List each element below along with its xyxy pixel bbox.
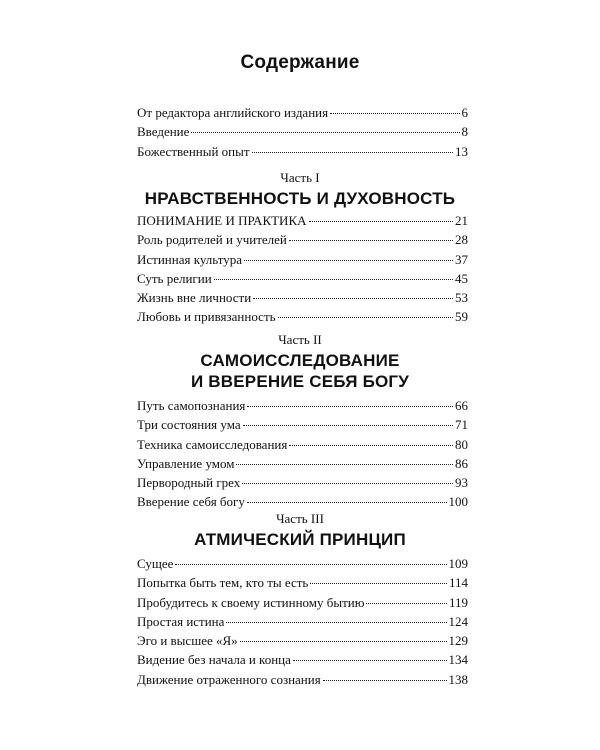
toc-entry[interactable]: [137, 555, 468, 573]
toc-entry[interactable]: [137, 436, 468, 454]
toc-entry-label: Управление умом: [137, 455, 235, 471]
leader-dots: [289, 240, 453, 241]
toc-entry-label: От редактора английского издания: [137, 105, 329, 120]
part-1-entries: [137, 212, 468, 328]
toc-entry-page: 66: [455, 398, 468, 413]
toc-entry-label: Введение: [137, 124, 190, 140]
toc-entry-label: Попытка быть тем, кто ты есть: [137, 575, 309, 591]
leader-dots: [243, 425, 453, 426]
toc-entry-page: 124: [448, 613, 468, 629]
toc-entry-page: 8: [461, 124, 468, 140]
toc-entry-page: 138: [448, 671, 468, 687]
leader-dots: [323, 680, 447, 681]
toc-entry-page: 134: [448, 652, 468, 668]
toc-entry-page: 13: [455, 143, 468, 159]
toc-entry-label: Любовь и привязанность: [137, 309, 276, 325]
toc-entry[interactable]: [137, 574, 468, 592]
toc-entry-page: 6: [461, 105, 468, 120]
part-2-title: [0, 350, 600, 392]
toc-entry-page: 109: [448, 556, 468, 571]
part-2-title-line: И ВВЕРЕНИЕ СЕБЯ БОГУ: [190, 372, 410, 391]
toc-entry[interactable]: [137, 308, 468, 326]
leader-dots: [252, 152, 453, 153]
part-3-title-line: АТМИЧЕСКИЙ ПРИНЦИП: [194, 530, 406, 549]
leader-dots: [236, 464, 453, 465]
part-1-label: Часть I: [280, 170, 320, 185]
toc-entry-page: 45: [455, 270, 468, 286]
toc-entry-page: 86: [455, 455, 468, 471]
leader-dots: [247, 502, 447, 503]
toc-entry[interactable]: [137, 212, 468, 230]
toc-entry-label: Эго и высшее «Я»: [137, 633, 238, 649]
part-1-title-line: НРАВСТВЕННОСТЬ И ДУХОВНОСТЬ: [144, 189, 456, 208]
toc-entry-label: Сущее: [137, 556, 174, 571]
page-title: Содержание: [240, 52, 360, 73]
toc-entry[interactable]: [137, 251, 468, 269]
leader-dots: [309, 221, 453, 222]
leader-dots: [293, 660, 447, 661]
toc-entry[interactable]: [137, 104, 468, 122]
leader-dots: [175, 564, 446, 565]
toc-entry[interactable]: [137, 671, 468, 689]
toc-entry-label: Жизнь вне личности: [137, 290, 252, 306]
toc-entry[interactable]: [137, 231, 468, 249]
leader-dots: [278, 317, 453, 318]
toc-entry[interactable]: [137, 270, 468, 288]
leader-dots: [191, 132, 459, 133]
toc-entry-label: Простая истина: [137, 613, 225, 629]
toc-entry-page: 129: [448, 633, 468, 649]
toc-entry-page: 100: [448, 494, 468, 510]
toc-entry[interactable]: [137, 474, 468, 492]
leader-dots: [226, 622, 446, 623]
intro-entries: [137, 104, 468, 162]
part-2-title-line: САМОИССЛЕДОВАНИЕ: [200, 351, 400, 370]
toc-entry-page: 93: [455, 475, 468, 491]
toc-entry-label: Роль родителей и учителей: [137, 232, 287, 248]
toc-entry-page: 71: [455, 417, 468, 433]
leader-dots: [244, 260, 453, 261]
leader-dots: [330, 113, 459, 114]
leader-dots: [240, 641, 447, 642]
leader-dots: [253, 298, 453, 299]
part-2-entries: [137, 397, 468, 513]
toc-entry-page: 80: [455, 436, 468, 452]
toc-entry-label: Суть религии: [137, 270, 212, 286]
toc-entry-page: 119: [448, 594, 468, 610]
toc-entry[interactable]: [137, 651, 468, 669]
part-1-title: [0, 188, 600, 209]
toc-entry[interactable]: [137, 455, 468, 473]
part-3-label: Часть III: [276, 511, 324, 526]
toc-entry-label: Три состояния ума: [137, 417, 241, 433]
leader-dots: [310, 583, 447, 584]
toc-entry-label: Видение без начала и конца: [137, 652, 291, 668]
toc-entry-page: 59: [455, 309, 468, 325]
part-3-entries: [137, 555, 468, 690]
leader-dots: [289, 445, 453, 446]
toc-entry-label: Движение отраженного сознания: [137, 671, 321, 687]
toc-entry-page: 21: [455, 213, 468, 228]
toc-entry-label: Пробудитесь к своему истинному бытию: [137, 594, 365, 610]
toc-entry-page: 37: [455, 251, 468, 267]
toc-entry[interactable]: [137, 632, 468, 650]
toc-entry-page: 28: [455, 232, 468, 248]
part-2-label: Часть II: [278, 332, 322, 347]
toc-entry[interactable]: [137, 289, 468, 307]
toc-entry[interactable]: [137, 397, 468, 415]
toc-entry-page: 114: [448, 575, 468, 591]
toc-entry[interactable]: [137, 493, 468, 511]
leader-dots: [214, 279, 453, 280]
leader-dots: [247, 406, 453, 407]
toc-entry[interactable]: [137, 613, 468, 631]
toc-entry-label: Истинная культура: [137, 251, 242, 267]
toc-entry-label: Первородный грех: [137, 475, 241, 491]
toc-entry[interactable]: [137, 143, 468, 161]
toc-entry[interactable]: [137, 594, 468, 612]
toc-entry-page: 53: [455, 290, 468, 306]
toc-entry-label: Техника самоисследования: [137, 436, 288, 452]
leader-dots: [242, 483, 453, 484]
toc-entry-label: ПОНИМАНИЕ И ПРАКТИКА: [137, 213, 307, 228]
toc-entry[interactable]: [137, 123, 468, 141]
part-3-title: [0, 529, 600, 550]
toc-entry-label: Вверение себя богу: [137, 494, 245, 510]
toc-entry-label: Божественный опыт: [137, 143, 250, 159]
toc-entry-label: Путь самопознания: [137, 398, 246, 413]
leader-dots: [366, 603, 446, 604]
toc-entry[interactable]: [137, 416, 468, 434]
